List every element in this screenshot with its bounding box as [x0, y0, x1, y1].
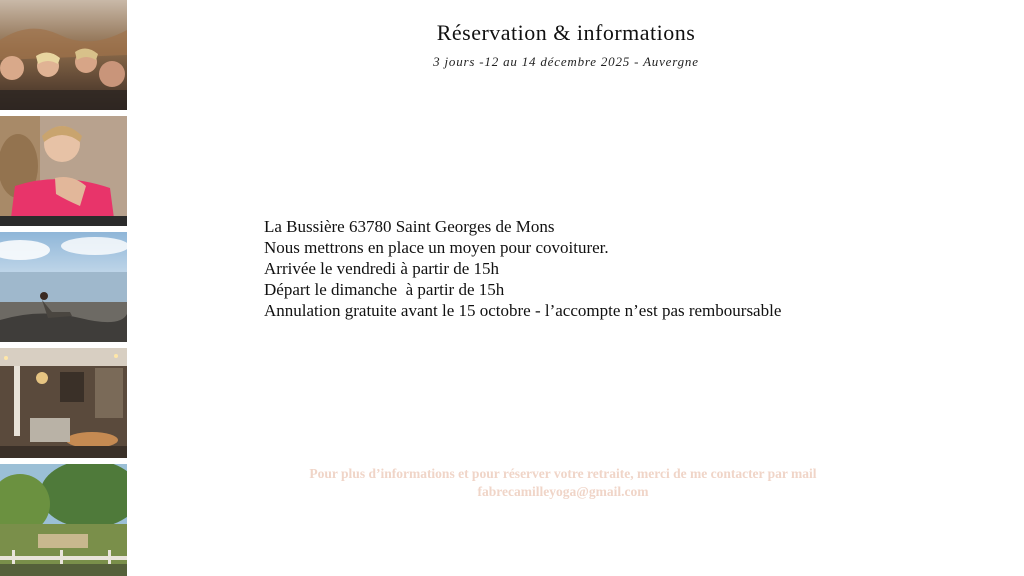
- page-title: Réservation & informations: [436, 20, 696, 45]
- carpool-line: Nous mettrons en place un moyen pour covoiturer.: [264, 238, 609, 257]
- cancellation-line: Annulation gratuite avant le 15 octobre - l’accompte n’est pas remboursable: [264, 301, 782, 320]
- photo-strip: [0, 0, 127, 576]
- arrival-line: Arrivée le vendredi à partir de 15h: [264, 259, 500, 278]
- contact-email-link[interactable]: fabrecamilleyoga@gmail.com: [477, 484, 649, 499]
- address-line: La Bussière 63780 Saint Georges de Mons: [264, 217, 555, 236]
- page-subtitle: 3 jours -12 au 14 décembre 2025 - Auvergne: [433, 54, 699, 69]
- cozy-living-room-photo: [0, 348, 127, 458]
- departure-line: Départ le dimanche à partir de 15h: [264, 280, 505, 299]
- garden-terrace-photo: [0, 464, 127, 576]
- retreat-details: [264, 216, 964, 321]
- hot-tub-group-photo: [0, 0, 127, 110]
- contact-text: Pour plus d’informations et pour réserver votre retraite, merci de me contacter par mail: [309, 466, 817, 481]
- beach-yoga-photo: [0, 232, 127, 342]
- page-header: [307, 20, 825, 70]
- massage-photo: [0, 116, 127, 226]
- contact-info: [200, 465, 926, 501]
